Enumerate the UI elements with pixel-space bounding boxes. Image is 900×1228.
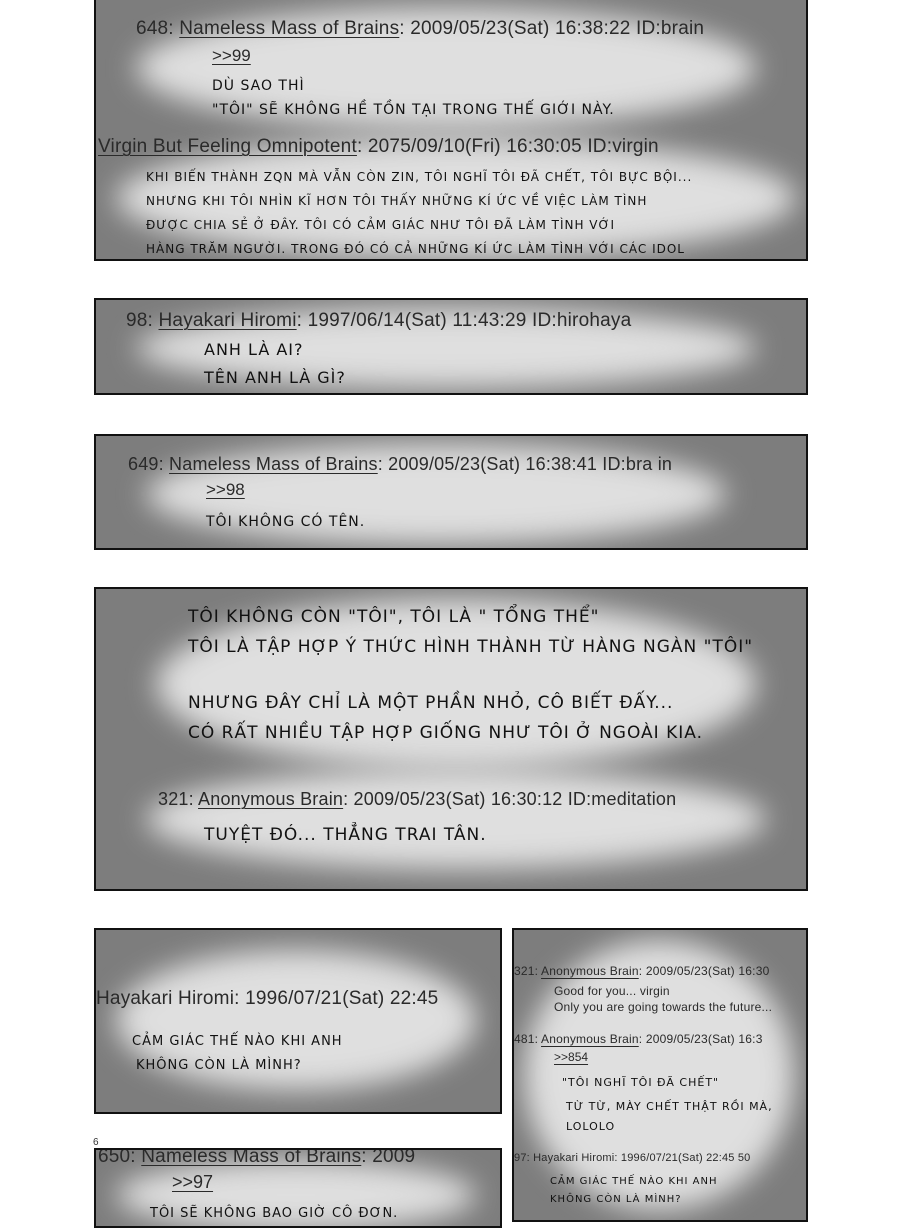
speech-line: LOLOLO <box>566 1120 616 1133</box>
speech-line: CẢM GIÁC THẾ NÀO KHI ANH <box>550 1176 718 1187</box>
speech-line: KHI BIẾN THÀNH ZQN MÀ VẪN CÒN ZIN, TÔI NGHĨ TÔI ĐÃ CHẾT, TÔI BỰC BỘI... <box>146 170 693 184</box>
speech-line: TÊN ANH LÀ GÌ? <box>204 368 346 387</box>
post-body-line: Only you are going towards the future... <box>554 1000 773 1014</box>
post-meta: : 2075/09/10(Fri) 16:30:05 ID:virgin <box>356 136 659 157</box>
post-header <box>126 310 631 332</box>
post-number: 648: <box>136 18 180 39</box>
reply-link: >>97 <box>172 1172 214 1192</box>
post-number: 321: <box>158 789 199 809</box>
poster-name: Anonymous Brain <box>541 1032 639 1046</box>
poster-name: Nameless Mass of Brains <box>179 18 400 39</box>
post-number: 649: <box>128 454 170 474</box>
post-header <box>158 789 676 810</box>
post-header <box>96 988 438 1010</box>
speech-line: HÀNG TRĂM NGƯỜI. TRONG ĐÓ CÓ CẢ NHỮNG KÍ ỨC LÀM TÌNH VỚI CÁC IDOL <box>146 242 685 256</box>
speech-line: CẢM GIÁC THẾ NÀO KHI ANH <box>132 1034 343 1049</box>
poster-name: Anonymous Brain <box>541 964 639 978</box>
speech-line: CÓ RẤT NHIỀU TẬP HỢP GIỐNG NHƯ TÔI Ở NGOÀI KIA. <box>188 723 703 743</box>
post-body-line: Good for you... virgin <box>554 984 670 998</box>
post-header <box>514 1152 750 1164</box>
post-meta: : 2009/05/23(Sat) 16:38:22 ID:brain <box>399 18 705 39</box>
post-meta: : 2009/05/23(Sat) 16:3 <box>638 1032 763 1046</box>
post-meta: : 1997/06/14(Sat) 11:43:29 ID:hirohaya <box>296 310 632 331</box>
speech-line: TÔI LÀ TẬP HỢP Ý THỨC HÌNH THÀNH TỪ HÀNG NGÀN "TÔI" <box>188 637 754 657</box>
post-meta: : 1996/07/21(Sat) 22:45 50 <box>614 1152 751 1164</box>
post-meta: : 2009/05/23(Sat) 16:30 <box>638 964 770 978</box>
speech-line: "TÔI NGHĨ TÔI ĐÃ CHẾT" <box>562 1076 720 1089</box>
speech-line: DÙ SAO THÌ <box>212 78 305 94</box>
panel-6 <box>512 928 808 1222</box>
poster-name: Anonymous Brain <box>198 789 344 809</box>
poster-name: Nameless Mass of Brains <box>169 454 378 474</box>
panel-4 <box>94 587 808 891</box>
post-number: 321: <box>514 964 542 978</box>
reply-link: >>854 <box>554 1050 589 1064</box>
post-header <box>128 454 672 475</box>
post-header <box>98 136 659 158</box>
post-number: 650: <box>98 1148 142 1167</box>
speech-line: TÔI KHÔNG CÒN "TÔI", TÔI LÀ " TỔNG THỂ" <box>188 607 600 627</box>
poster-name: Hayakari Hiromi <box>96 988 235 1009</box>
panel-5 <box>94 928 502 1114</box>
post-meta: : 2009 <box>361 1148 416 1167</box>
post-header <box>136 18 704 40</box>
post-header <box>514 1032 763 1046</box>
poster-name: Virgin But Feeling Omnipotent <box>98 136 357 157</box>
speech-line: TÔI KHÔNG CÓ TÊN. <box>206 514 366 530</box>
reply-link: >>98 <box>206 480 245 499</box>
speech-line: TỪ TỪ, MÀY CHẾT THẬT RỒI MÀ, <box>566 1100 773 1113</box>
poster-name: Hayakari Hiromi <box>533 1152 615 1164</box>
speech-line: TUYỆT ĐÓ... THẲNG TRAI TÂN. <box>204 825 487 845</box>
post-meta: : 2009/05/23(Sat) 16:38:41 ID:bra in <box>377 454 673 474</box>
speech-line: "TÔI" SẼ KHÔNG HỀ TỒN TẠI TRONG THẾ GIỚI NÀY. <box>212 102 615 118</box>
post-number: 97: <box>514 1152 534 1164</box>
post-meta: : 2009/05/23(Sat) 16:30:12 ID:meditation <box>343 789 677 809</box>
post-number: 481: <box>514 1032 542 1046</box>
speech-line: NHƯNG ĐÂY CHỈ LÀ MỘT PHẦN NHỎ, CÔ BIẾT ĐẤY... <box>188 693 674 713</box>
post-number: 98: <box>126 310 159 331</box>
post-meta: : 1996/07/21(Sat) 22:45 <box>234 988 439 1009</box>
speech-line: KHÔNG CÒN LÀ MÌNH? <box>550 1194 682 1205</box>
speech-line: ANH LÀ AI? <box>204 340 304 359</box>
panel-7 <box>94 1148 502 1228</box>
poster-name: Nameless Mass of Brains <box>141 1148 362 1167</box>
post-header <box>514 964 769 978</box>
poster-name: Hayakari Hiromi <box>158 310 297 331</box>
speech-line: KHÔNG CÒN LÀ MÌNH? <box>136 1058 302 1073</box>
reply-link: >>99 <box>212 46 251 65</box>
speech-line: ĐƯỢC CHIA SẺ Ở ĐÂY. TÔI CÓ CẢM GIÁC NHƯ TÔI ĐÃ LÀM TÌNH VỚI <box>146 218 616 232</box>
page-number: 6 <box>93 1137 99 1148</box>
panel-1 <box>94 0 808 261</box>
speech-line: TÔI SẼ KHÔNG BAO GIỜ CÔ ĐƠN. <box>150 1206 399 1221</box>
post-header <box>98 1148 415 1168</box>
speech-line: NHƯNG KHI TÔI NHÌN KĨ HƠN TÔI THẤY NHỮNG KÍ ỨC VỀ VIỆC LÀM TÌNH <box>146 194 648 208</box>
panel-2 <box>94 298 808 395</box>
panel-3 <box>94 434 808 550</box>
